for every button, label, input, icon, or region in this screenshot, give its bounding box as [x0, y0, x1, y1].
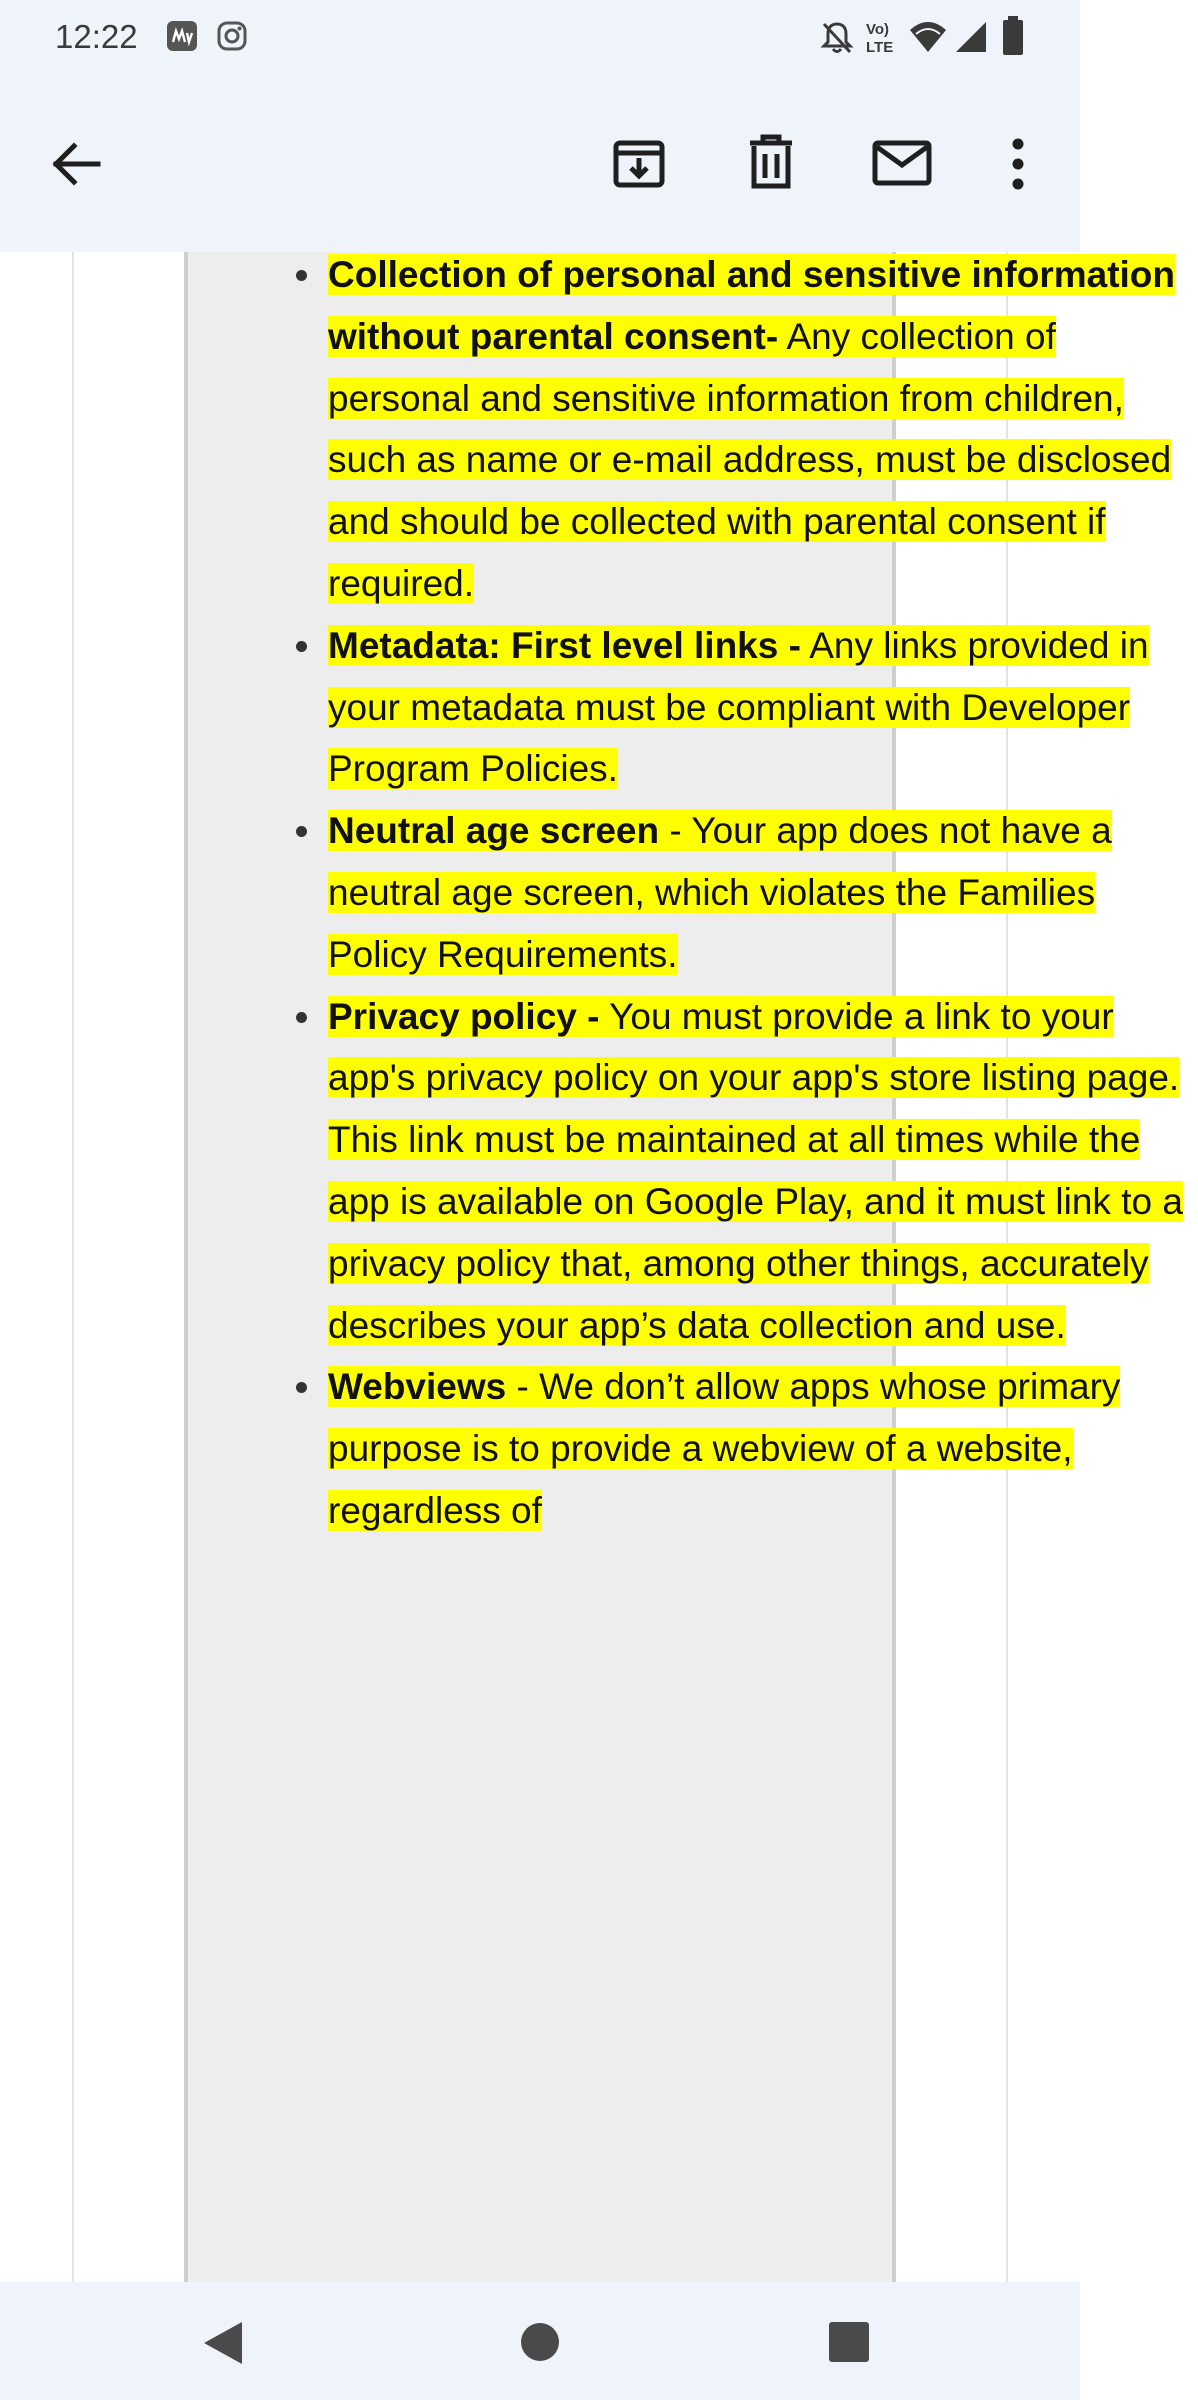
policy-item — [328, 800, 1198, 985]
policy-item-title: Webviews — [328, 1366, 507, 1408]
delete-icon[interactable] — [748, 134, 794, 190]
svg-text:LTE: LTE — [866, 39, 894, 56]
policy-item — [328, 986, 1198, 1357]
policy-issues-list — [0, 244, 1198, 1542]
wifi-icon — [908, 20, 948, 56]
policy-item-title: Privacy policy - — [328, 995, 600, 1037]
back-arrow-icon[interactable] — [48, 136, 104, 192]
system-nav-bar — [0, 2282, 1080, 2400]
policy-item-text: - Your app does not have a neutral age screen, which violates the Families Policy Requirements. — [328, 810, 1112, 975]
instagram-icon — [216, 20, 248, 52]
policy-item-text: Any collection of personal and sensitive information from children, such as name or e-mail address, must be disclosed and should be collected with parental consent if required. — [328, 315, 1172, 604]
signal-icon — [954, 20, 988, 54]
battery-icon — [1002, 16, 1024, 56]
policy-item-text: Any links provided in your metadata must be compliant with Developer Program Policies. — [328, 624, 1149, 790]
policy-item-title: Metadata: First level links - — [328, 624, 801, 666]
policy-item-text: You must provide a link to your app's privacy policy on your app's store listing page. This link must be maintained at all times while the app is available on Google Play, and it must link to a privacy policy that, among other things, accurately describes your app’s data collection and use. — [328, 995, 1183, 1346]
policy-item — [328, 615, 1198, 800]
archive-icon[interactable] — [612, 135, 666, 189]
notifications-muted-icon — [820, 20, 854, 56]
policy-item — [328, 1356, 1198, 1541]
policy-item-text: - We don’t allow apps whose primary purpose is to provide a webview of a website, regardless of — [328, 1366, 1121, 1531]
policy-item-title: Neutral age screen — [328, 810, 660, 852]
nav-home-icon[interactable] — [520, 2322, 560, 2362]
myjio-icon — [166, 20, 198, 52]
policy-item — [328, 244, 1198, 615]
email-toolbar — [0, 76, 1080, 252]
email-body — [0, 252, 1183, 2282]
nav-back-icon[interactable] — [202, 2320, 244, 2366]
nav-recents-icon[interactable] — [828, 2322, 870, 2362]
status-bar — [0, 0, 1080, 76]
policy-item-title: Collection of personal and sensitive information without parental consent- — [328, 254, 1176, 357]
svg-text:Vo): Vo) — [866, 21, 890, 38]
more-options-icon[interactable] — [1006, 136, 1030, 192]
mark-unread-icon[interactable] — [872, 140, 932, 186]
volte-icon — [864, 18, 898, 58]
status-time: 12:22 — [55, 18, 138, 55]
